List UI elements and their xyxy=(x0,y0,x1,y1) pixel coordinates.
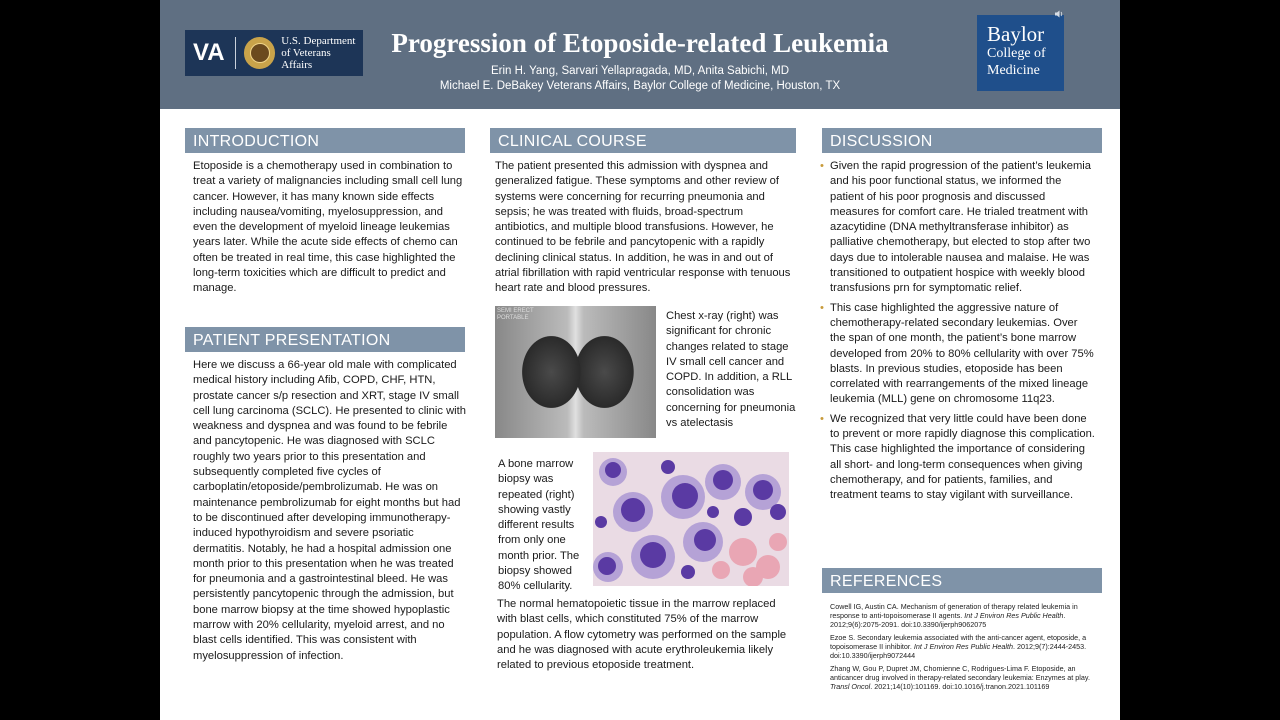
poster xyxy=(160,0,1120,720)
marrow-caption: A bone marrow biopsy was repeated (right) showing vastly different results from only one month prior. The biopsy showed 80% cellularity. xyxy=(498,458,580,593)
va-dept-line1: U.S. Department xyxy=(281,35,356,47)
va-logo xyxy=(185,30,363,76)
references-list xyxy=(830,602,1100,695)
poster-header xyxy=(160,0,1120,109)
patient-presentation-body: Here we discuss a 66-year old male with complicated medical history including Afib, COPD, CHF, HTN, prostate cancer s/p resection and XRT, stage IV small cell lung carcinoma (SCLC). He presented to clinic with weakness and dyspnea and was found to be febrile and pancytopenic. He was diagnosed with SCLC roughly two years prior to this presentation and subsequently completed five cycles of carboplatin/etoposide/pembrolizumab. He was on maintenance pembrolizumab for eight months but had to be discontinued after developing immunotherapy-induced hypothyroidism and severe psoriatic dermatitis. Notably, he had a hospital admission one month prior to this presentation when he was treated for pneumonia and a gastrointestinal bleed. He was persistently pancytopenic through the admission, but bone marrow biopsy at the time showed hypoplastic marrow with 20% cellularity, myeloid arrest, and no blast cells identified. This was consistent with myelosuppression of infection. xyxy=(193,359,466,662)
discussion-bullet: • We recognized that very little could have been done to prevent or more rapidly diagnose this complication. This case highlighted the importance of considering all short- and long-term consequences when giving chemotherapy, and for patients, families, and treatment teams to stay vigilant with surveillance. xyxy=(820,412,1096,504)
baylor-line2: College of xyxy=(987,46,1046,61)
xray-label: SEMI ERECT PORTABLE xyxy=(497,308,534,321)
va-seal-icon xyxy=(244,37,276,69)
poster-title: Progression of Etoposide-related Leukemia xyxy=(391,28,889,58)
introduction-body: Etoposide is a chemotherapy used in combination to treat a variety of malignancies including small cell lung cancer. However, it has many known side effects including nausea/vomiting, myelosuppression, and even the development of myeloid lineage leukemias years later. While the acute side effects of chemo can often be treated in real time, this case highlighted the long-term toxicities which are difficult to predict and manage. xyxy=(193,160,463,295)
xray-caption: Chest x-ray (right) was significant for chronic changes related to stage IV small cell cancer and COPD. In addition, a RLL consolidation was concerning for pneumonia vs atelectasis xyxy=(666,310,796,430)
discussion-bullet: • This case highlighted the aggressive nature of chemotherapy-related secondary leukemias. Over the span of one month, the patient’s bone marrow developed from 20% to 80% cellularity with over 75% blasts. In previous studies, etoposide has been correlated with rearrangements of the mixed lineage leukemia (MLL) gene on chromosome 11q23. xyxy=(820,301,1096,408)
introduction-heading: INTRODUCTION xyxy=(185,128,465,153)
patient-presentation-heading: PATIENT PRESENTATION xyxy=(185,327,465,352)
author-list: Erin H. Yang, Sarvari Yellapragada, MD, Anita Sabichi, MD xyxy=(490,65,790,77)
clinical-course-body: The patient presented this admission with dyspnea and generalized fatigue. These symptoms and other review of systems were concerning for recurring pneumonia and sepsis; he was treated with fluids, broad-spectrum antibiotics, and multiple blood transfusions. However, he continued to be febrile and pancytopenic with a rapidly declining clinical status. In addition, he was in and out of atrial fibrillation with rapid ventricular response with tenuous heart rate and blood pressures. xyxy=(495,160,791,295)
reference-item: Zhang W, Gou P, Dupret JM, Chomienne C, Rodrigues-Lima F. Etoposide, an anticancer drug involved in therapy-related secondary leukemia: Enzymes at play. Transl Oncol. 2021;14(10):101169. doi:10.1016/j.tranon.2021.101169 xyxy=(830,664,1090,691)
va-mark: VA xyxy=(185,37,236,69)
baylor-logo xyxy=(977,15,1064,91)
speaker-icon[interactable] xyxy=(1054,9,1064,19)
va-dept-line2: of Veterans Affairs xyxy=(281,47,331,71)
references-heading: REFERENCES xyxy=(822,568,1102,593)
authors-block xyxy=(380,64,900,94)
reference-item: Cowell IG, Austin CA. Mechanism of generation of therapy related leukemia in response to anti-topoisomerase II agents. Int J Environ Res Public Health. 2012;9(6):2075-2091. doi:10.3390/ijerph9062075 xyxy=(830,602,1078,629)
chest-xray-image xyxy=(495,306,656,438)
discussion-list xyxy=(820,159,1096,508)
baylor-line1: Baylor xyxy=(987,22,1045,46)
clinical-course-closing: The normal hematopoietic tissue in the marrow replaced with blast cells, which constituted 75% of the marrow population. A flow cytometry was performed on the sample and he was diagnosed with acute erythroleukemia likely related to previous etoposide treatment. xyxy=(497,598,787,672)
clinical-course-heading: CLINICAL COURSE xyxy=(490,128,796,153)
va-department xyxy=(281,35,363,71)
affiliation: Michael E. DeBakey Veterans Affairs, Baylor College of Medicine, Houston, TX xyxy=(439,80,841,92)
reference-item: Ezoe S. Secondary leukemia associated with the anti-cancer agent, etoposide, a topoisomerase II inhibitor. Int J Environ Res Public Health. 2012;9(7):2444-2453. doi:10.3390/ijerph9072444 xyxy=(830,633,1087,660)
discussion-heading: DISCUSSION xyxy=(822,128,1102,153)
baylor-line3: Medicine xyxy=(987,63,1040,78)
bone-marrow-image xyxy=(593,452,789,586)
discussion-bullet: • Given the rapid progression of the patient’s leukemia and his poor functional status, we informed the patient of his poor prognosis and discussed measures for comfort care. He trialed treatment with azacytidine (DNA methyltransferase inhibitor) as palliative chemotherapy, but elected to stop after two days due to intolerable nausea and malaise. He was transitioned to outpatient hospice with weekly blood transfusions prn for symptomatic relief. xyxy=(820,159,1096,297)
